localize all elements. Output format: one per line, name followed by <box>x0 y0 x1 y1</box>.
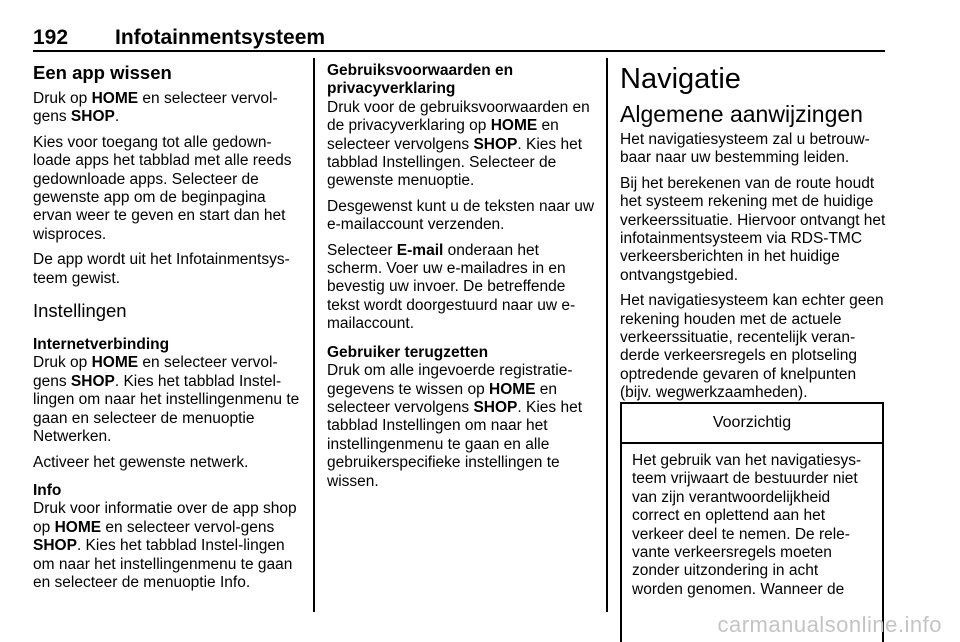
caution-box <box>620 402 884 642</box>
paragraph: Desgewenst kunt u de teksten naar uw e-mailaccount verzenden. <box>327 197 595 234</box>
heading-info: Info <box>33 481 62 499</box>
paragraph: Druk om alle ingevoerde registratie-gegevens te wissen op HOME en selecteer vervolgens SHOP. Kies het tabblad Instellingen om naar het instellingenmenu te gaan en alle gebruikerspecifieke instellingen te wissen. <box>327 362 583 490</box>
running-title: Infotainmentsysteem <box>115 26 326 49</box>
page-number: 192 <box>33 26 69 49</box>
caution-title: Voorzichtig <box>622 404 882 444</box>
column-1 <box>33 62 301 599</box>
paragraph: Selecteer E-mail onderaan het scherm. Voer uw e-mailadres in en bevestig uw invoer. De betreffende tekst wordt doorgestuurd naar uw e-mailaccount. <box>327 241 576 333</box>
paragraph: Kies voor toegang tot alle gedown-loade apps het tabblad met alle reeds gedownloade apps. Selecteer de gewenste app om de beginpagina ervan weer te geven en start dan het wisproces. <box>33 133 292 243</box>
paragraph: Druk op HOME en selecteer vervol-gens SHOP. <box>33 90 278 126</box>
heading-navigation: Navigatie <box>620 63 741 95</box>
column-divider-1 <box>313 58 315 612</box>
paragraph: Druk voor informatie over de app shop op HOME en selecteer vervol-gens SHOP. Kies het tabblad Instel-lingen om naar het instellingenmenu te gaan en selecteer de menuoptie Info. <box>33 500 297 591</box>
watermark: carmanualsonline.info <box>717 612 942 637</box>
paragraph: Druk op HOME en selecteer vervol-gens SHOP. Kies het tabblad Instel-lingen om naar het instellingenmenu te gaan en selecteer de menuoptie Netwerken. <box>33 354 300 446</box>
paragraph: Druk voor de gebruiksvoorwaarden en de privacyverklaring op HOME en selecteer vervolgens SHOP. Kies het tabblad Instellingen. Selecteer de gewenste menuoptie. <box>327 98 590 190</box>
heading-remove-app: Een app wissen <box>33 62 172 83</box>
paragraph: Activeer het gewenste netwerk. <box>33 453 249 471</box>
paragraph: Het navigatiesysteem zal u betrouw-baar naar uw bestemming leiden. <box>620 131 870 167</box>
paragraph: Het navigatiesysteem kan echter geen rekening houden met de actuele verkeerssituatie, recentelijk veran-derde verkeersregels en plotseling optredende gevaren of knelpunten (bijv. wegwerkzaamheden). <box>620 292 884 402</box>
heading-terms: Gebruiksvoorwaarden en privacyverklaring <box>327 62 514 98</box>
caution-text: Het gebruik van het navigatiesys-teem vrijwaart de bestuurder niet van zijn verantwoordelijkheid correct en oplettend aan het verkeer deel te nemen. De rele-vante verkeersregels moeten zonder uitzondering in acht worden genomen. Wanneer de <box>632 452 862 598</box>
heading-reset-user: Gebruiker terugzetten <box>327 343 489 361</box>
heading-settings: Instellingen <box>33 300 127 322</box>
column-2 <box>327 62 595 498</box>
header-rule <box>33 50 885 52</box>
paragraph: Bij het berekenen van de route houdt het systeem rekening met de huidige verkeerssituatie. Hiervoor ontvangt het infotainmentsysteem via RDS-TMC verkeersberichten in het huidige ontvangstgebied. <box>620 174 886 284</box>
heading-general: Algemene aanwijzingen <box>620 101 863 127</box>
page-header <box>33 0 885 48</box>
heading-internet: Internetverbinding <box>33 336 170 354</box>
column-3 <box>620 62 888 410</box>
paragraph: De app wordt uit het Infotainmentsys-teem gewist. <box>33 251 290 287</box>
column-divider-2 <box>606 58 608 612</box>
